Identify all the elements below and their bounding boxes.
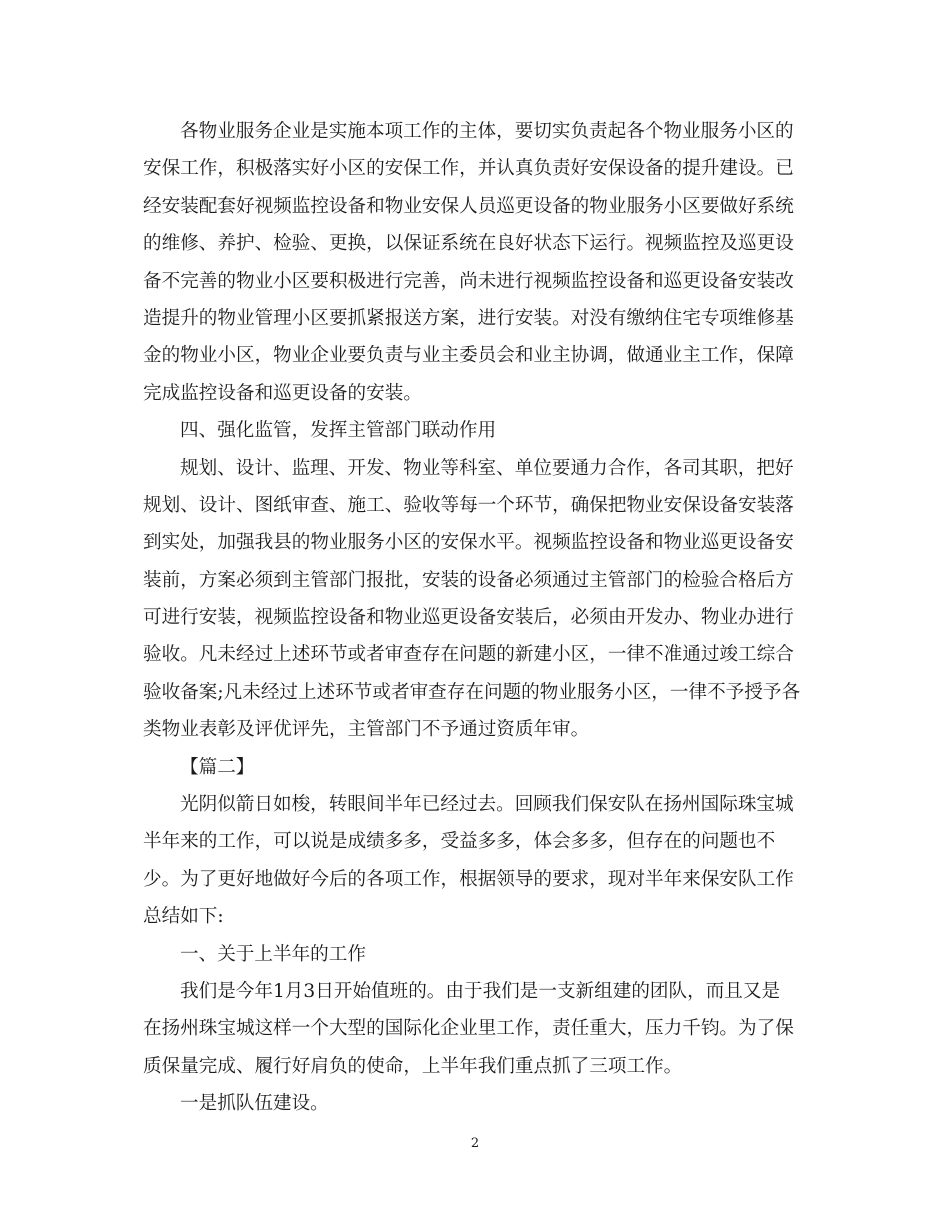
paragraph-line: 类物业表彰及评优评先，主管部门不予通过资质年审。 [143, 719, 590, 741]
paragraph-line: 在扬州珠宝城这样一个大型的国际化企业里工作，责任重大，压力千钧。为了保 [143, 1018, 794, 1040]
document-body [143, 113, 811, 1123]
paragraph-line: 规划、设计、监理、开发、物业等科室、单位要通力合作，各司其职，把好 [180, 457, 794, 479]
paragraph-line: 到实处，加强我县的物业服务小区的安保水平。视频监控设备和物业巡更设备安 [143, 532, 794, 554]
paragraph-line: 少。为了更好地做好今后的各项工作，根据领导的要求，现对半年来保安队工作 [143, 868, 794, 890]
paragraph-line: 金的物业小区，物业企业要负责与业主委员会和业主协调，做通业主工作，保障 [143, 345, 794, 367]
paragraph-line: 光阴似箭日如梭，转眼间半年已经过去。回顾我们保安队在扬州国际珠宝城 [180, 794, 794, 816]
paragraph-line: 装前，方案必须到主管部门报批，安装的设备必须通过主管部门的检验合格后方 [143, 569, 794, 591]
paragraph-line: 一是抓队伍建设。 [180, 1093, 329, 1115]
paragraph-line: 总结如下: [143, 906, 224, 928]
paragraph-line: 可进行安装，视频监控设备和物业巡更设备安装后，必须由开发办、物业办进行 [143, 607, 794, 629]
paragraph-line: 完成监控设备和巡更设备的安装。 [143, 382, 422, 404]
paragraph-line: 各物业服务企业是实施本项工作的主体，要切实负责起各个物业服务小区的 [180, 121, 794, 142]
paragraph-line: 半年来的工作，可以说是成绩多多，受益多多，体会多多，但存在的问题也不 [143, 831, 776, 853]
part-heading: 【篇二】 [180, 756, 255, 778]
section-heading: 一、关于上半年的工作 [180, 943, 366, 965]
paragraph-line: 备不完善的物业小区要积极进行完善，尚未进行视频监控设备和巡更设备安装改 [143, 270, 794, 292]
paragraph-line: 的维修、养护、检验、更换，以保证系统在良好状态下运行。视频监控及巡更设 [143, 233, 794, 255]
paragraph-line: 验收。凡未经过上述环节或者审查存在问题的新建小区，一律不准通过竣工综合 [143, 644, 794, 666]
paragraph-line: 质保量完成、履行好肩负的使命，上半年我们重点抓了三项工作。 [143, 1055, 683, 1077]
page-number: 2 [470, 1136, 480, 1151]
paragraph-line: 造提升的物业管理小区要抓紧报送方案，进行安装。对没有缴纳住宅专项维修基 [143, 307, 794, 329]
section-heading: 四、强化监管，发挥主管部门联动作用 [180, 420, 497, 442]
paragraph-line: 安保工作，积极落实好小区的安保工作，并认真负责好安保设备的提升建设。已 [143, 158, 794, 180]
paragraph-line: 规划、设计、图纸审查、施工、验收等每一个环节，确保把物业安保设备安装落 [143, 494, 794, 516]
paragraph-line: 验收备案;凡未经过上述环节或者审查存在问题的物业服务小区，一律不予授予各 [143, 681, 801, 703]
paragraph-line: 经安装配套好视频监控设备和物业安保人员巡更设备的物业服务小区要做好系统 [143, 195, 794, 217]
paragraph-line: 我们是今年1月3日开始值班的。由于我们是一支新组建的团队，而且又是 [180, 980, 781, 1002]
